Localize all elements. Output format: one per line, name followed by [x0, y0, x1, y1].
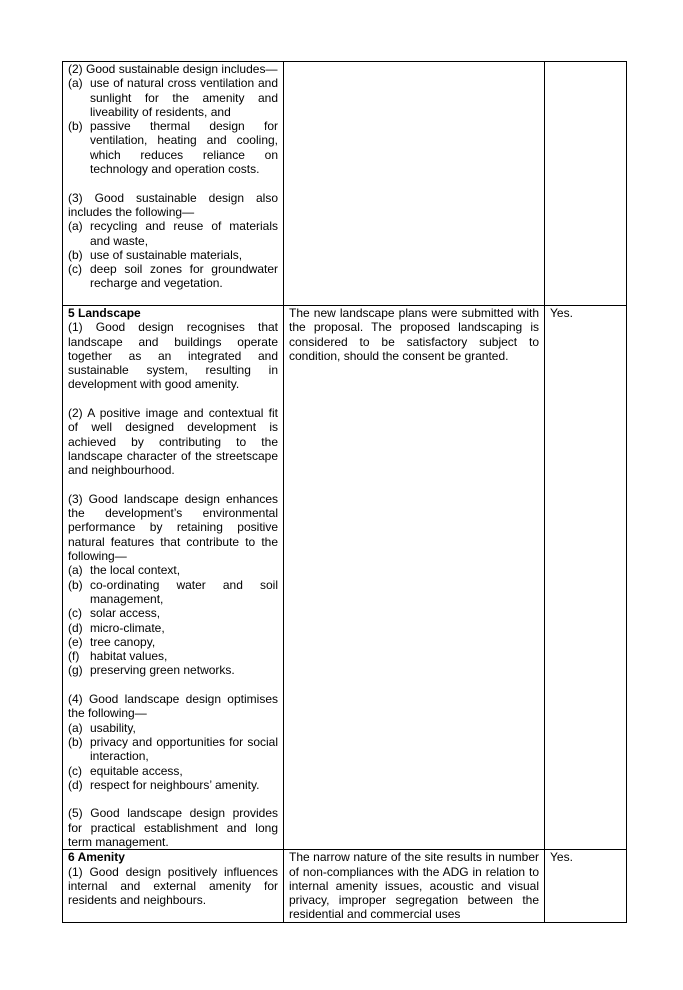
list-item	[68, 621, 278, 635]
item-label: (b)	[68, 119, 83, 134]
item-label: (b)	[68, 734, 83, 749]
item-label: (c)	[68, 763, 82, 778]
compliance-cell: Yes.	[545, 306, 627, 850]
compliance-cell	[545, 62, 627, 306]
item-list	[68, 563, 278, 677]
item-text: the local context,	[90, 563, 181, 578]
item-text: micro-climate,	[90, 620, 165, 635]
item-list	[68, 721, 278, 792]
paragraph-text: (3) Good landscape design enhances the development’s environmental performance by retaining positive natural features that contribute to the following—	[68, 491, 278, 564]
list-item	[68, 635, 278, 649]
table-row	[63, 306, 627, 850]
principle-cell	[63, 306, 284, 850]
paragraph	[68, 692, 278, 792]
comment-cell: The narrow nature of the site results in number of non-compliances with the ADG in relation to internal amenity issues, acoustic and visual privacy, improper segregation between the residential and commercial uses	[284, 850, 545, 922]
paragraph-text: (2) A positive image and contextual fit of well designed development is achieved by contributing to the landscape character of the streetscape and neighbourhood.	[68, 406, 278, 478]
paragraph	[68, 62, 278, 176]
table-row	[63, 62, 627, 306]
item-text: recycling and reuse of materials and waste,	[90, 219, 278, 248]
comment-cell: The new landscape plans were submitted with the proposal. The proposed landscaping is considered to be satisfactory subject to condition, should the consent be granted.	[284, 306, 545, 850]
list-item	[68, 778, 278, 792]
item-label: (b)	[68, 247, 83, 262]
item-label: (a)	[68, 219, 83, 234]
principle-cell	[63, 62, 284, 306]
item-label: (f)	[68, 649, 80, 664]
item-list	[68, 219, 278, 290]
item-text: deep soil zones for groundwater recharge and vegetation.	[90, 262, 278, 291]
list-item	[68, 76, 278, 119]
comment-cell	[284, 62, 545, 306]
item-text: use of sustainable materials,	[90, 247, 243, 262]
item-text: tree canopy,	[90, 634, 156, 649]
list-item	[68, 119, 278, 176]
item-text: solar access,	[90, 606, 161, 621]
principle-cell	[63, 850, 284, 922]
table-row	[63, 850, 627, 922]
item-text: use of natural cross ventilation and sunlight for the amenity and liveability of residents, and	[90, 76, 278, 119]
list-item	[68, 721, 278, 735]
paragraph	[68, 191, 278, 291]
list-item	[68, 578, 278, 607]
item-label: (b)	[68, 577, 83, 592]
paragraph-text: (5) Good landscape design provides for practical establishment and long term management.	[68, 806, 278, 849]
item-label: (d)	[68, 777, 83, 792]
paragraph-text: (1) Good design positively influences internal and external amenity for residents and neighbours.	[68, 864, 278, 908]
paragraph-text: (4) Good landscape design optimises the following—	[68, 692, 278, 721]
item-text: co-ordinating water and soil management,	[90, 577, 278, 606]
paragraph-text: (3) Good sustainable design also includes the following—	[68, 190, 278, 219]
item-text: usability,	[90, 720, 136, 735]
item-text: preserving green networks.	[90, 663, 235, 678]
assessment-table	[62, 61, 627, 923]
item-label: (e)	[68, 634, 83, 649]
list-item	[68, 606, 278, 620]
item-text: passive thermal design for ventilation, heating and cooling, which reduces reliance on technology and operation costs.	[90, 119, 278, 177]
list-item	[68, 649, 278, 663]
item-text: privacy and opportunities for social interaction,	[90, 734, 278, 764]
list-item	[68, 563, 278, 577]
list-item	[68, 219, 278, 248]
item-label: (c)	[68, 606, 82, 621]
item-label: (a)	[68, 563, 83, 578]
list-item	[68, 764, 278, 778]
item-text: habitat values,	[90, 649, 168, 664]
item-label: (a)	[68, 720, 83, 735]
principle-heading: 6 Amenity	[68, 850, 125, 865]
item-label: (d)	[68, 620, 83, 635]
paragraph-text: (1) Good design recognises that landscape and buildings operate together as an integrated and sustainable system, resulting in development with good amenity.	[68, 320, 278, 392]
principle-heading: 5 Landscape	[68, 306, 141, 320]
compliance-cell: Yes.	[545, 850, 627, 922]
list-item	[68, 262, 278, 291]
list-item	[68, 735, 278, 764]
item-list	[68, 76, 278, 176]
item-label: (c)	[68, 262, 82, 277]
item-text: equitable access,	[90, 763, 183, 778]
paragraph-text: (2) Good sustainable design includes—	[68, 62, 278, 76]
paragraph	[68, 492, 278, 678]
item-text: respect for neighbours’ amenity.	[90, 777, 260, 792]
list-item	[68, 248, 278, 262]
item-label: (a)	[68, 76, 83, 91]
list-item	[68, 663, 278, 677]
item-label: (g)	[68, 663, 83, 678]
